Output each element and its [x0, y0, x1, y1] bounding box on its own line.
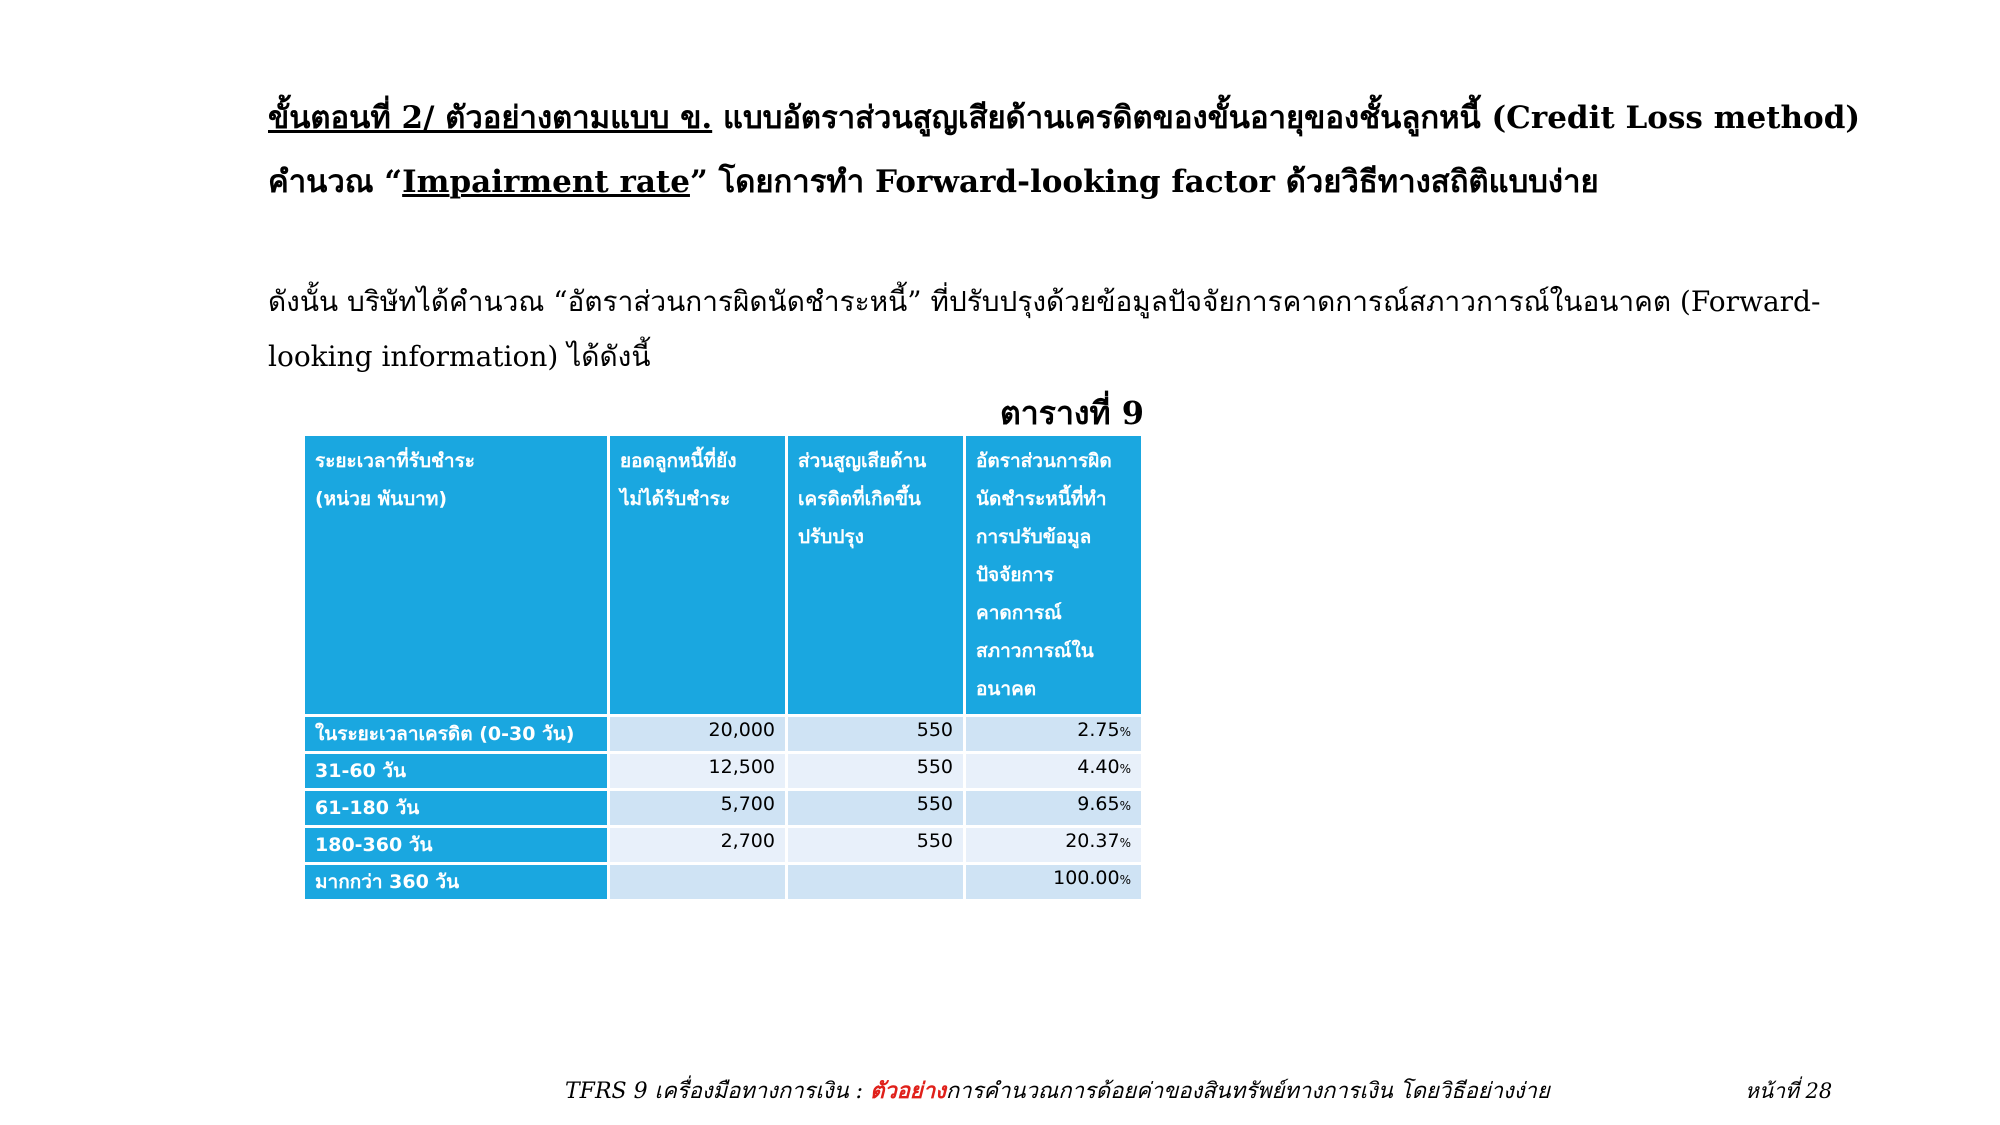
rate-value: 9.65	[1077, 793, 1120, 815]
header-line: นัดชำระหนี้ที่ทำ	[976, 488, 1107, 510]
header-line: ระยะเวลาที่รับชำระ	[315, 450, 475, 472]
table-row	[304, 753, 1143, 790]
header-line: สภาวการณ์ใน	[976, 640, 1094, 662]
percent-sign: %	[1119, 836, 1131, 850]
rate-value: 100.00	[1053, 867, 1120, 889]
table-header-row	[304, 435, 1143, 716]
row-credit-loss	[787, 864, 965, 901]
table-row	[304, 864, 1143, 901]
row-credit-loss: 550	[787, 827, 965, 864]
page-footer	[565, 1073, 1550, 1108]
row-default-rate	[965, 790, 1143, 827]
rate-value: 4.40	[1077, 756, 1120, 778]
rate-value: 2.75	[1077, 719, 1120, 741]
header-line: อนาคต	[976, 678, 1037, 700]
page-number: หน้าที่ 28	[1745, 1079, 1833, 1103]
heading-step-label: ขั้นตอนที่ 2/ ตัวอย่างตามแบบ ข.	[268, 100, 713, 136]
header-line: คาดการณ์	[976, 602, 1062, 624]
row-outstanding-balance: 12,500	[609, 753, 787, 790]
row-default-rate	[965, 827, 1143, 864]
table-body	[304, 716, 1143, 901]
percent-sign: %	[1119, 799, 1131, 813]
percent-sign: %	[1119, 725, 1131, 739]
row-period-label: 180-360 วัน	[304, 827, 609, 864]
footer-prefix: TFRS 9 เครื่องมือทางการเงิน :	[565, 1079, 871, 1104]
footer-suffix: การคำนวณการด้อยค่าของสินทรัพย์ทางการเงิน โดยวิธีอย่างง่าย	[945, 1079, 1550, 1104]
row-outstanding-balance: 5,700	[609, 790, 787, 827]
header-credit-loss	[787, 435, 965, 716]
header-outstanding-balance	[609, 435, 787, 716]
row-period-label: 31-60 วัน	[304, 753, 609, 790]
row-credit-loss: 550	[787, 753, 965, 790]
row-default-rate	[965, 864, 1143, 901]
row-credit-loss: 550	[787, 716, 965, 753]
row-default-rate	[965, 716, 1143, 753]
heading-impairment-rate: Impairment rate	[402, 164, 690, 200]
footer-highlight: ตัวอย่าง	[870, 1078, 946, 1104]
percent-sign: %	[1119, 873, 1131, 887]
header-line: ปรับปรุง	[798, 526, 864, 548]
table-row	[304, 827, 1143, 864]
table-row	[304, 790, 1143, 827]
row-outstanding-balance: 2,700	[609, 827, 787, 864]
header-line: เครดิตที่เกิดขึ้น	[798, 488, 921, 510]
header-line: ยอดลูกหนี้ที่ยัง	[620, 450, 737, 472]
percent-sign: %	[1119, 762, 1131, 776]
heading-line-2	[268, 156, 1599, 206]
row-period-label: 61-180 วัน	[304, 790, 609, 827]
header-line: ส่วนสูญเสียด้าน	[798, 450, 927, 472]
heading-method: แบบอัตราส่วนสูญเสียด้านเครดิตของขั้นอายุของชั้นลูกหนี้ (Credit Loss method)	[712, 100, 1861, 136]
rate-value: 20.37	[1065, 830, 1120, 852]
row-period-label: มากกว่า 360 วัน	[304, 864, 609, 901]
header-line: ปัจจัยการ	[976, 564, 1054, 586]
table-title: ตารางที่ 9	[1000, 394, 1145, 432]
heading-calc-suffix: ” โดยการทำ Forward-looking factor ด้วยวิธีทางสถิติแบบง่าย	[689, 164, 1599, 200]
heading-line-1	[268, 92, 1860, 142]
header-line: ไม่ได้รับชำระ	[620, 488, 731, 510]
table-row	[304, 716, 1143, 753]
header-period	[304, 435, 609, 716]
row-default-rate	[965, 753, 1143, 790]
paragraph-line-2: looking information) ได้ดังนี้	[268, 340, 651, 373]
header-line: (หน่วย พันบาท)	[315, 488, 448, 510]
impairment-rate-table	[302, 433, 1144, 902]
header-line: การปรับข้อมูล	[976, 526, 1092, 548]
row-outstanding-balance: 20,000	[609, 716, 787, 753]
header-line: อัตราส่วนการผิด	[976, 450, 1112, 472]
row-credit-loss: 550	[787, 790, 965, 827]
paragraph-line-1: ดังนั้น บริษัทได้คำนวณ “อัตราส่วนการผิดนัดชำระหนี้” ที่ปรับปรุงด้วยข้อมูลปัจจัยการคาดการณ์สภาวการณ์ในอนาคต (Forward-	[268, 285, 1821, 318]
row-outstanding-balance	[609, 864, 787, 901]
header-default-rate	[965, 435, 1143, 716]
heading-calc-prefix: คำนวณ “	[268, 164, 403, 200]
row-period-label: ในระยะเวลาเครดิต (0-30 วัน)	[304, 716, 609, 753]
